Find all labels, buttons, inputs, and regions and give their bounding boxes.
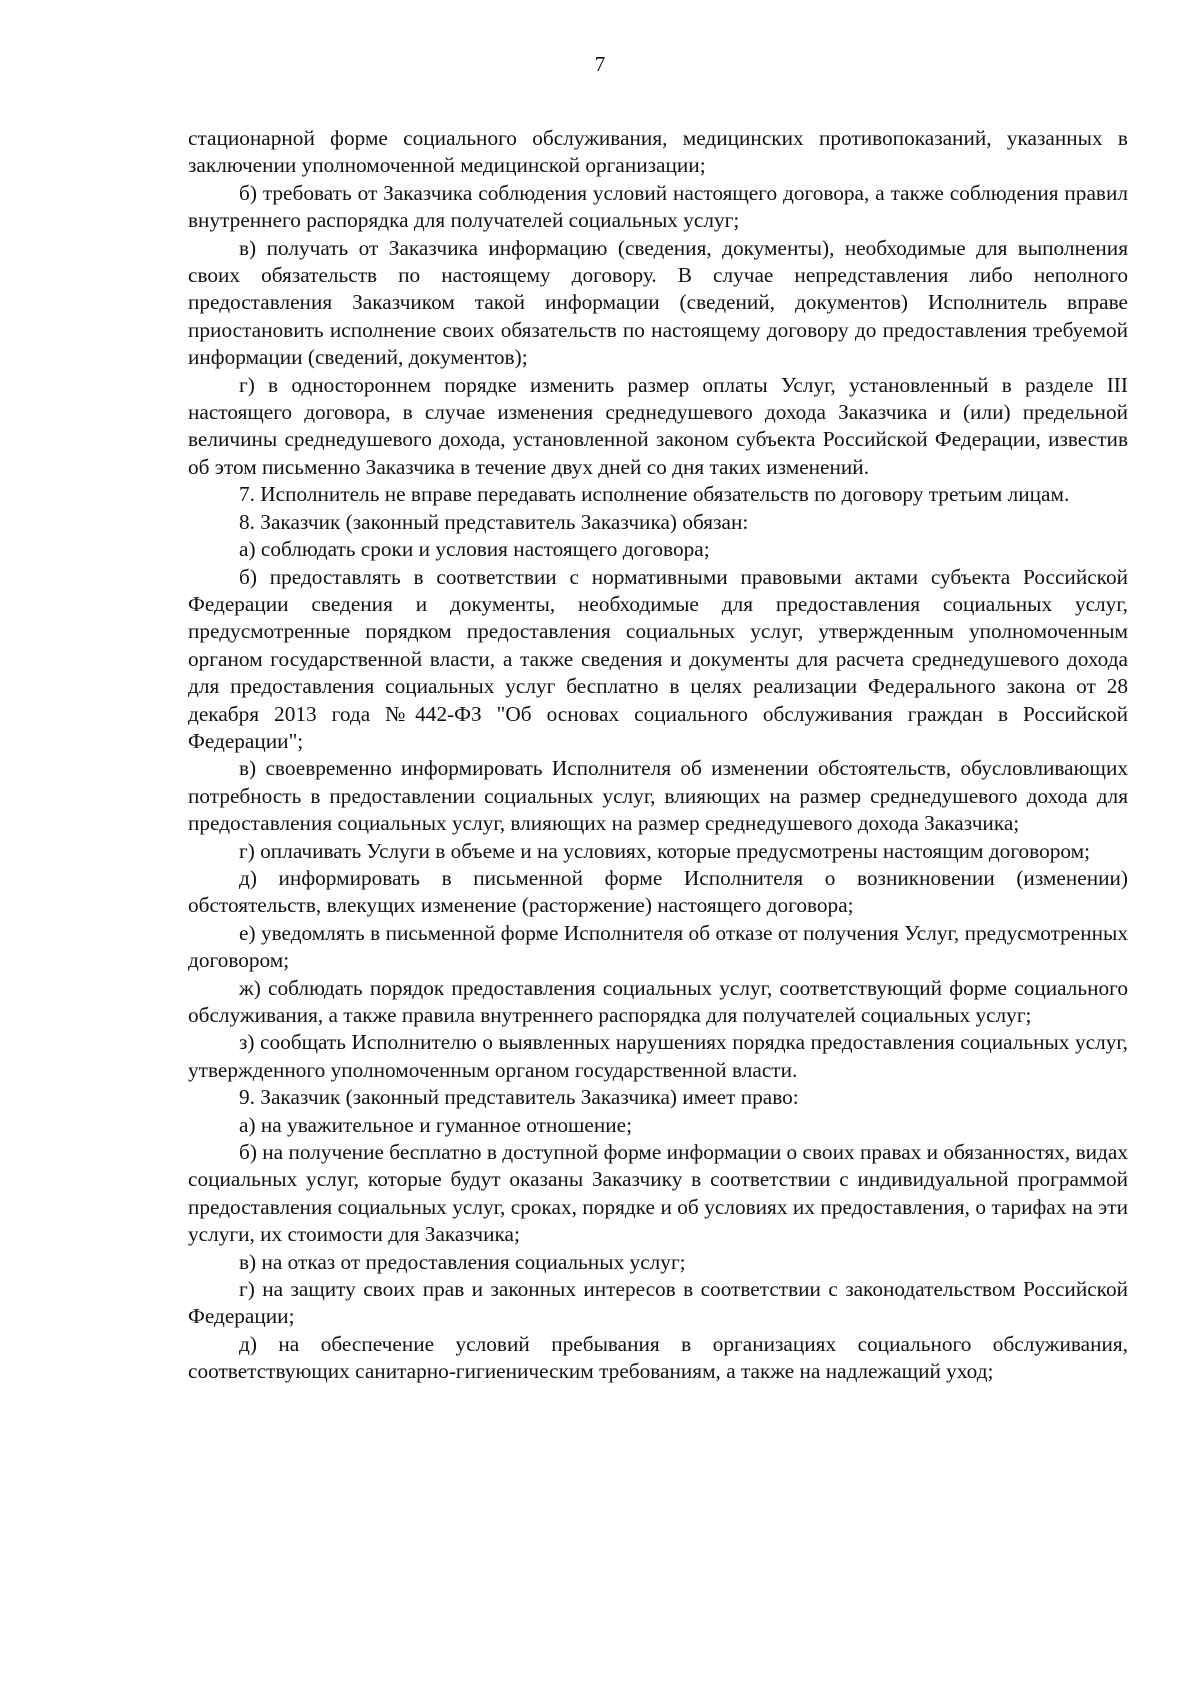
- paragraph-8e: е) уведомлять в письменной форме Исполнителя об отказе от получения Услуг, предусмотренных договором;: [188, 920, 1128, 973]
- paragraph-6g: г) в одностороннем порядке изменить размер оплаты Услуг, установленный в разделе III настоящего договора, в случае изменения среднедушевого дохода Заказчика и (или) предельной величины среднедушевого дохода, установленной законом субъекта Российской Федерации, известив об этом письменно Заказчика в течение двух дней со дня таких изменений.: [188, 372, 1128, 479]
- paragraph-8v: в) своевременно информировать Исполнителя об изменении обстоятельств, обусловливающих потребность в предоставлении социальных услуг, влияющих на размер среднедушевого дохода для предоставления социальных услуг, влияющих на размер среднедушевого дохода Заказчика;: [188, 756, 1128, 836]
- paragraph-8a: а) соблюдать сроки и условия настоящего договора;: [239, 537, 710, 562]
- paragraph-8: 8. Заказчик (законный представитель Заказчика) обязан:: [239, 509, 749, 534]
- paragraph-7: 7. Исполнитель не вправе передавать исполнение обязательств по договору третьим лицам.: [239, 482, 1070, 507]
- paragraph-9a: а) на уважительное и гуманное отношение;: [239, 1112, 633, 1137]
- paragraph-9g: г) на защиту своих прав и законных интересов в соответствии с законодательством Российской Федерации;: [188, 1277, 1128, 1329]
- paragraph-8zh: ж) соблюдать порядок предоставления социальных услуг, соответствующий форме социального обслуживания, а также правила внутреннего распорядка для получателей социальных услуг;: [188, 975, 1128, 1027]
- page-number: 7: [594, 52, 606, 76]
- paragraph-9b: б) на получение бесплатно в доступной форме информации о своих правах и обязанностях, видах социальных услуг, которые будут оказаны Заказчику в соответствии с индивидуальной программой предоставления социальных услуг, сроках, порядке и об условиях их предоставления, о тарифах на эти услуги, их стоимости для Заказчика;: [188, 1140, 1128, 1247]
- document-body: [188, 125, 1128, 1386]
- paragraph-8d: д) информировать в письменной форме Исполнителя о возникновении (изменении) обстоятельств, влекущих изменение (расторжение) настоящего договора;: [188, 865, 1128, 918]
- paragraph-8z: з) сообщать Исполнителю о выявленных нарушениях порядка предоставления социальных услуг, утвержденного уполномоченным органом государственной власти.: [188, 1030, 1128, 1082]
- paragraph-6b: б) требовать от Заказчика соблюдения условий настоящего договора, а также соблюдения правил внутреннего распорядка для получателей социальных услуг;: [188, 180, 1128, 233]
- paragraph-9d: д) на обеспечение условий пребывания в организациях социального обслуживания, соответствующих санитарно-гигиеническим требованиям, а также на надлежащий уход;: [188, 1331, 1128, 1384]
- paragraph-continuation: стационарной форме социального обслуживания, медицинских противопоказаний, указанных в заключении уполномоченной медицинской организации;: [188, 126, 1128, 178]
- paragraph-9: 9. Заказчик (законный представитель Заказчика) имеет право:: [239, 1085, 799, 1110]
- paragraph-6v: в) получать от Заказчика информацию (сведения, документы), необходимые для выполнения своих обязательств по настоящему договору. В случае непредставления либо неполного предоставления Заказчиком такой информации (сведений, документов) Исполнитель вправе приостановить исполнение своих обязательств по настоящему договору до предоставления требуемой информации (сведений, документов);: [188, 235, 1128, 370]
- paragraph-8g: г) оплачивать Услуги в объеме и на условиях, которые предусмотрены настоящим договором;: [239, 838, 1091, 863]
- paragraph-9v: в) на отказ от предоставления социальных услуг;: [239, 1249, 686, 1274]
- paragraph-8b: б) предоставлять в соответствии с нормативными правовыми актами субъекта Российской Федерации сведения и документы, необходимые для предоставления социальных услуг, предусмотренные порядком предоставления социальных услуг, утвержденным уполномоченным органом государственной власти, а также сведения и документы для расчета среднедушевого дохода для предоставления социальных услуг бесплатно в целях реализации Федерального закона от 28 декабря 2013 года №442-ФЗ "Об основах социального обслуживания граждан в Российской Федерации";: [188, 564, 1128, 753]
